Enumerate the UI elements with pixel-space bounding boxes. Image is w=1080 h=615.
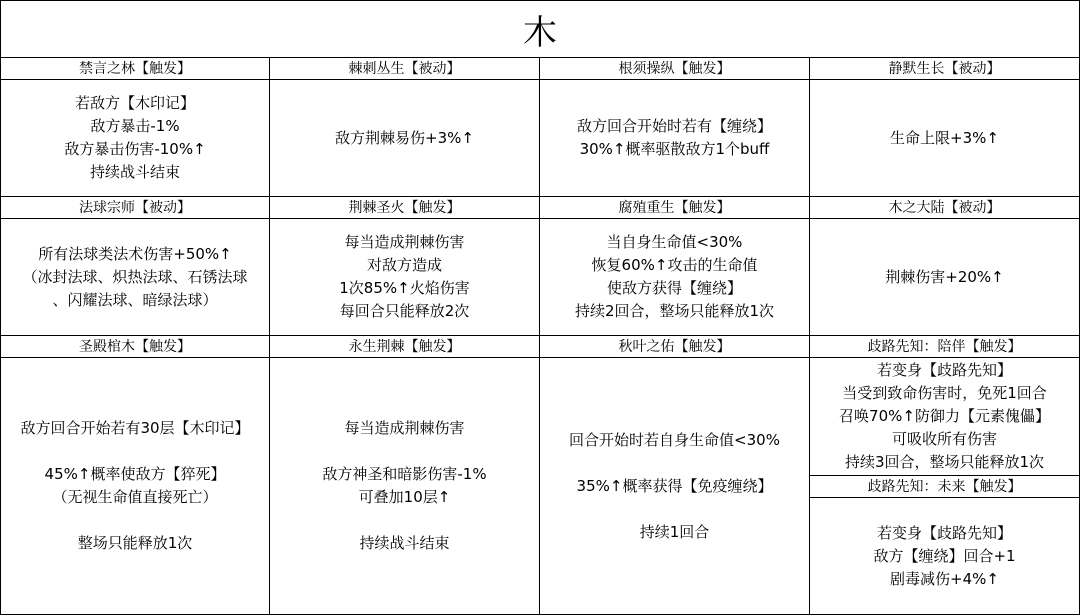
cell-text-line: 若敌方【木印记】: [74, 94, 195, 112]
cell-text-line: 召唤70%↑防御力【元素傀儡】: [839, 407, 1050, 425]
cell-header-label: 永生荆棘【触发】: [348, 338, 461, 355]
cell-header-label: 法球宗师【被动】: [79, 199, 191, 216]
cell-text-line: （无视生命值直接死亡）: [52, 488, 218, 506]
cell-text-line: 当自身生命值<30%: [606, 233, 743, 251]
cell-text-line: 45%↑概率使敌方【猝死】: [44, 465, 226, 483]
cell-header-label: 棘刺丛生【被动】: [348, 60, 461, 77]
cell-text-line: 整场只能释放1次: [77, 534, 193, 552]
skill-description: [810, 358, 1080, 476]
skill-header: [270, 58, 540, 80]
cell-text-line: 荆棘伤害+20%↑: [885, 267, 1004, 286]
cell-text-line: 对敌方造成: [366, 256, 442, 274]
cell-text-line: 敌方回合开始时若有【缠绕】: [576, 117, 772, 135]
skill-description: [810, 498, 1080, 615]
cell-text-line: 可吸收所有伤害: [891, 430, 997, 448]
skill-header: [810, 197, 1080, 219]
cell-header-label: 圣殿棺木【触发】: [79, 338, 191, 355]
skill-description: [0, 358, 270, 615]
skill-description: [810, 80, 1080, 197]
skill-description: [810, 219, 1080, 336]
cell-text-line: 每回合只能释放2次: [339, 302, 470, 320]
skill-header: [270, 336, 540, 358]
cell-text-line: 持续2回合，整场只能释放1次: [574, 302, 775, 320]
cell-text-line: 每当造成荆棘伤害: [344, 419, 465, 437]
cell-header-label: 歧路先知：未来【触发】: [867, 478, 1022, 495]
cell-text-line: 若变身【歧路先知】: [876, 361, 1012, 379]
cell-text-line: 剧毒减伤+4%↑: [890, 569, 999, 588]
skill-header: [0, 336, 270, 358]
cell-text-line: 回合开始时若自身生命值<30%: [569, 430, 780, 449]
cell-text-line: 持续战斗结束: [359, 534, 450, 552]
skill-grid: [0, 58, 1080, 615]
table-title: 木: [0, 0, 1080, 58]
cell-header-label: 根须操纵【触发】: [618, 60, 731, 77]
cell-text-line: 敌方回合开始若有30层【木印记】: [20, 419, 250, 437]
cell-text-line: 所有法球类法术伤害+50%↑: [38, 244, 232, 263]
skill-header: [810, 58, 1080, 80]
skill-header: [810, 336, 1080, 358]
cell-text-line: 30%↑概率驱散敌方1个buff: [579, 140, 770, 158]
cell-text-line: 敌方神圣和暗影伤害-1%: [322, 465, 487, 483]
cell-text-line: 、闪耀法球、暗绿法球）: [52, 290, 218, 309]
skill-description: [270, 219, 540, 336]
skill-header: [0, 58, 270, 80]
cell-header-label: 禁言之林【触发】: [79, 60, 191, 77]
cell-text-line: 恢复60%↑攻击的生命值: [591, 256, 758, 274]
skill-description: [540, 80, 810, 197]
cell-text-line: 持续战斗结束: [89, 163, 180, 181]
skill-header: [0, 197, 270, 219]
cell-text-line: 使敌方获得【缠绕】: [606, 279, 742, 297]
cell-text-line: 每当造成荆棘伤害: [344, 233, 465, 251]
cell-text-line: 35%↑概率获得【免疫缠绕】: [576, 476, 773, 495]
cell-header-label: 腐殖重生【触发】: [618, 199, 731, 216]
skill-description: [0, 80, 270, 197]
cell-text-line: 若变身【歧路先知】: [876, 523, 1012, 542]
cell-text-line: 敌方荆棘易伤+3%↑: [335, 128, 474, 147]
skill-description: [540, 219, 810, 336]
skill-header: [540, 336, 810, 358]
cell-text-line: 敌方暴击-1%: [90, 117, 180, 135]
cell-header-label: 荆棘圣火【触发】: [348, 199, 461, 216]
cell-header-label: 静默生长【被动】: [888, 60, 1001, 77]
cell-text-line: 敌方暴击伤害-10%↑: [64, 140, 206, 158]
skill-header: [270, 197, 540, 219]
cell-text-line: 可叠加10层↑: [358, 488, 451, 506]
skill-header: [540, 58, 810, 80]
cell-text-line: 生命上限+3%↑: [890, 128, 999, 147]
cell-header-label: 木之大陆【被动】: [888, 199, 1001, 216]
skill-description: [270, 80, 540, 197]
skill-description: [0, 219, 270, 336]
cell-text-line: （冰封法球、炽热法球、石锈法球: [22, 267, 248, 286]
cell-header-label: 秋叶之佑【触发】: [618, 338, 731, 355]
skill-header: [810, 476, 1080, 498]
skill-description: [270, 358, 540, 615]
cell-text-line: 1次85%↑火焰伤害: [339, 279, 470, 297]
skill-description: [540, 358, 810, 615]
cell-header-label: 歧路先知：陪伴【触发】: [867, 338, 1022, 355]
skill-header: [540, 197, 810, 219]
cell-text-line: 敌方【缠绕】回合+1: [873, 546, 1016, 565]
cell-text-line: 当受到致命伤害时，免死1回合: [842, 384, 1047, 402]
cell-text-line: 持续1回合: [639, 522, 710, 541]
cell-text-line: 持续3回合，整场只能释放1次: [844, 453, 1045, 471]
